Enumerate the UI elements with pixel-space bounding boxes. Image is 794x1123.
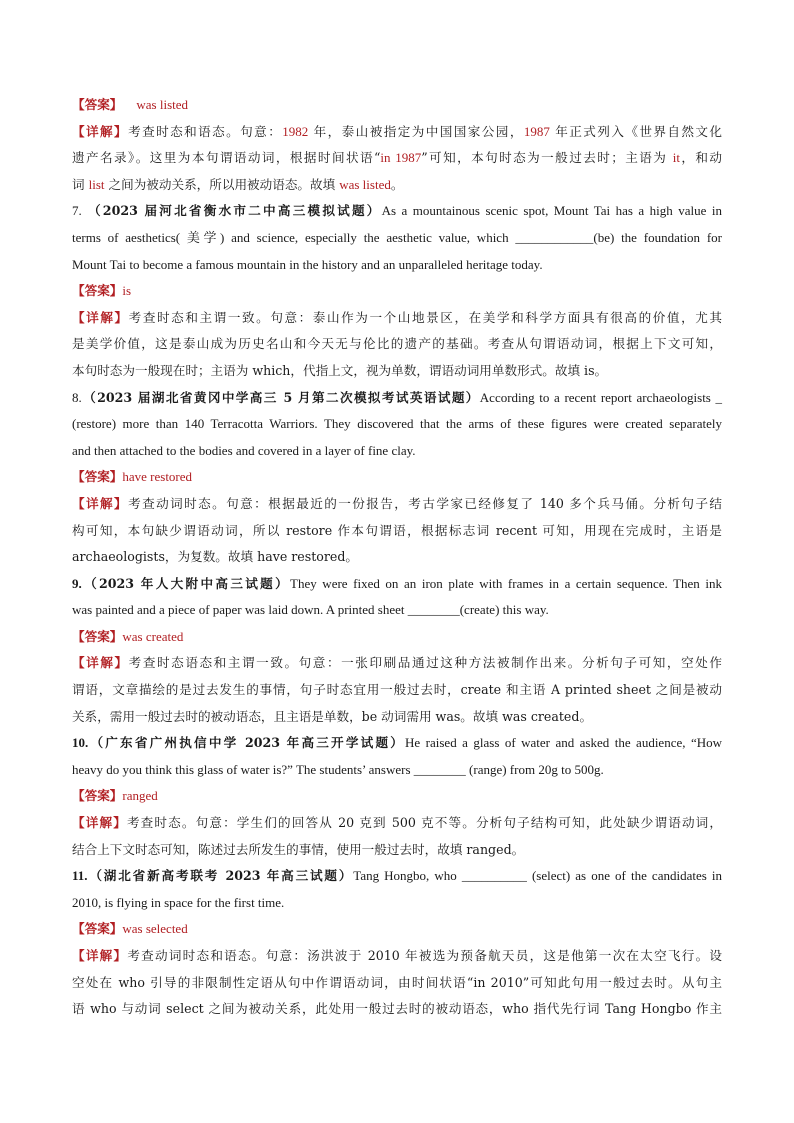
question-line: was painted and a piece of paper was laid down. A printed sheet ________(create) this way. — [72, 602, 549, 618]
detail-label: 【详解】 — [72, 815, 127, 831]
question-line: Mount Tai to become a famous mountain in the history and an unparalleled heritage today. — [72, 256, 543, 272]
detail-label: 【详解】 — [72, 495, 129, 511]
detail-line: 语 who 与动词 select 之间为被动关系，此处用一般过去时的被动语态，who 指代先行词 Tang Hongbo 作主 — [72, 1001, 722, 1017]
question-line: terms of aesthetics( 美学) and science, especially the aesthetic value, which ____________(be) the foundation for — [72, 229, 722, 245]
question-text: He raised a glass of water and asked the audience, “How — [405, 735, 722, 751]
question-text: Tang Hongbo, who __________ (select) as one of the candidates in — [353, 868, 722, 884]
question-line — [72, 863, 722, 890]
question-line — [72, 730, 722, 757]
question-line — [72, 385, 722, 412]
detail-line: 空处在 who 引导的非限制性定语从句中作谓语动词，由时间状语“in 2010”可知此句用一般过去时。从句主 — [72, 974, 722, 990]
detail-line: 词 list 之间为被动关系，所以用被动语态。故填 was listed。 — [72, 176, 404, 192]
question-number: 8. — [72, 389, 82, 405]
question-number: 11. — [72, 868, 88, 884]
answer-text: was created — [122, 628, 184, 644]
detail-line: 结合上下文时态可知，陈述过去所发生的事情，使用一般过去时，故填 ranged。 — [72, 841, 525, 857]
answer-text: was selected — [122, 921, 188, 937]
question-line: and then attached to the bodies and covered in a layer of fine clay. — [72, 442, 416, 458]
detail-label: 【详解】 — [72, 309, 129, 325]
question-line — [72, 198, 722, 225]
answer-text: was listed — [136, 97, 189, 112]
question-line: heavy do you think this glass of water is?” The students’ answers ________ (range) from 20g to 500g. — [72, 761, 604, 777]
detail-line: 谓语，文章描绘的是过去发生的事情，句子时态宜用一般过去时，create 和主语 A printed sheet 之间是被动 — [72, 682, 722, 698]
detail-label: 【详解】 — [72, 948, 128, 963]
answer-label: 【答案】 — [72, 469, 123, 485]
detail-line: 遗产名录》。这里为本句谓语动词，根据时间状语“in 1987”可知，本句时态为一般过去时；主语为 it，和动 — [72, 150, 722, 166]
question-line: (restore) more than 140 Terracotta Warriors. They discovered that the arms of these figures were created separately — [72, 416, 722, 432]
answer-line — [72, 278, 722, 305]
question-source: （湖北省新高考联考 2023 年高三试题） — [87, 868, 354, 884]
detail-line: 构可知，本句缺少谓语动词，所以 restore 作本句谓语，根据标志词 recent 可知，用现在完成时，主语是 — [72, 522, 722, 538]
answer-text: is — [122, 283, 132, 299]
question-source: （2023 年人大附中高三试题） — [81, 575, 291, 591]
document-page — [72, 92, 722, 1023]
answer-line — [72, 464, 722, 491]
answer-label: 【答案】 — [72, 788, 123, 804]
answer-line — [72, 783, 722, 810]
question-number: 7. — [72, 203, 82, 219]
answer-line — [72, 624, 722, 651]
question-text: As a mountainous scenic spot, Mount Tai has a high value in — [381, 203, 722, 219]
answer-label: 【答案】 — [72, 283, 123, 299]
detail-line: archaeologists，为复数。故填 have restored。 — [72, 549, 358, 565]
detail-line: 是美学价值，这是泰山成为历史名山和今天无与伦比的遗产的基础。考查从句谓语动词，根据上下文可知， — [72, 336, 722, 352]
detail-line: 【详解】考查时态语态和主谓一致。句意：一张印刷品通过这种方法被制作出来。分析句子可知，空处作 — [72, 655, 723, 671]
question-text: According to a recent report archaeologists _ — [479, 389, 723, 405]
answer-label: 【答案】 — [72, 921, 123, 937]
detail-line: 【详解】考查动词时态。句意：根据最近的一份报告，考古学家已经修复了 140 多个兵马俑。分析句子结 — [72, 495, 723, 511]
detail-line: 【详解】考查时态。句意：学生们的回答从 20 克到 500 克不等。分析句子结构可知，此处缺少谓语动词， — [72, 815, 723, 831]
question-text: They were fixed on an iron plate with frames in a certain sequence. Then ink — [290, 575, 722, 591]
question-source: （2023 届湖北省黄冈中学高三 5 月第二次模拟考试英语试题） — [81, 389, 480, 405]
answer-line — [72, 92, 722, 119]
detail-label: 【详解】 — [72, 655, 129, 671]
answer-text: have restored — [122, 469, 193, 485]
answer-label: 【答案】 — [72, 97, 123, 112]
question-source: （2023 届河北省衡水市二中高三模拟试题） — [87, 203, 382, 219]
answer-label: 【答案】 — [72, 628, 123, 644]
answer-line — [72, 916, 722, 943]
detail-line: 【详解】考查时态和主谓一致。句意：泰山作为一个山地景区，在美学和科学方面具有很高的价值，尤其 — [72, 309, 723, 325]
detail-line: 【详解】考查动词时态和语态。句意：汤洪波于 2010 年被选为预备航天员，这是他第一次在太空飞行。设 — [72, 948, 723, 963]
question-line: 2010, is flying in space for the first time. — [72, 894, 285, 910]
question-number: 9. — [72, 575, 82, 591]
answer-text: ranged — [122, 788, 158, 804]
question-line — [72, 571, 722, 598]
detail-line: 本句时态为一般现在时；主语为 which，代指上文，视为单数，谓语动词用单数形式。故填 is。 — [72, 362, 608, 378]
question-source: （广东省广州执信中学 2023 年高三开学试题） — [88, 735, 406, 751]
detail-line: 关系，需用一般过去时的被动语态，且主语是单数，be 动词需用 was。故填 was created。 — [72, 708, 593, 724]
detail-label: 【详解】 — [72, 123, 129, 139]
question-number: 10. — [72, 735, 89, 751]
detail-line: 【详解】考查时态和语态。句意：1982 年，泰山被指定为中国国家公园，1987 年正式列入《世界自然文化 — [72, 123, 723, 139]
